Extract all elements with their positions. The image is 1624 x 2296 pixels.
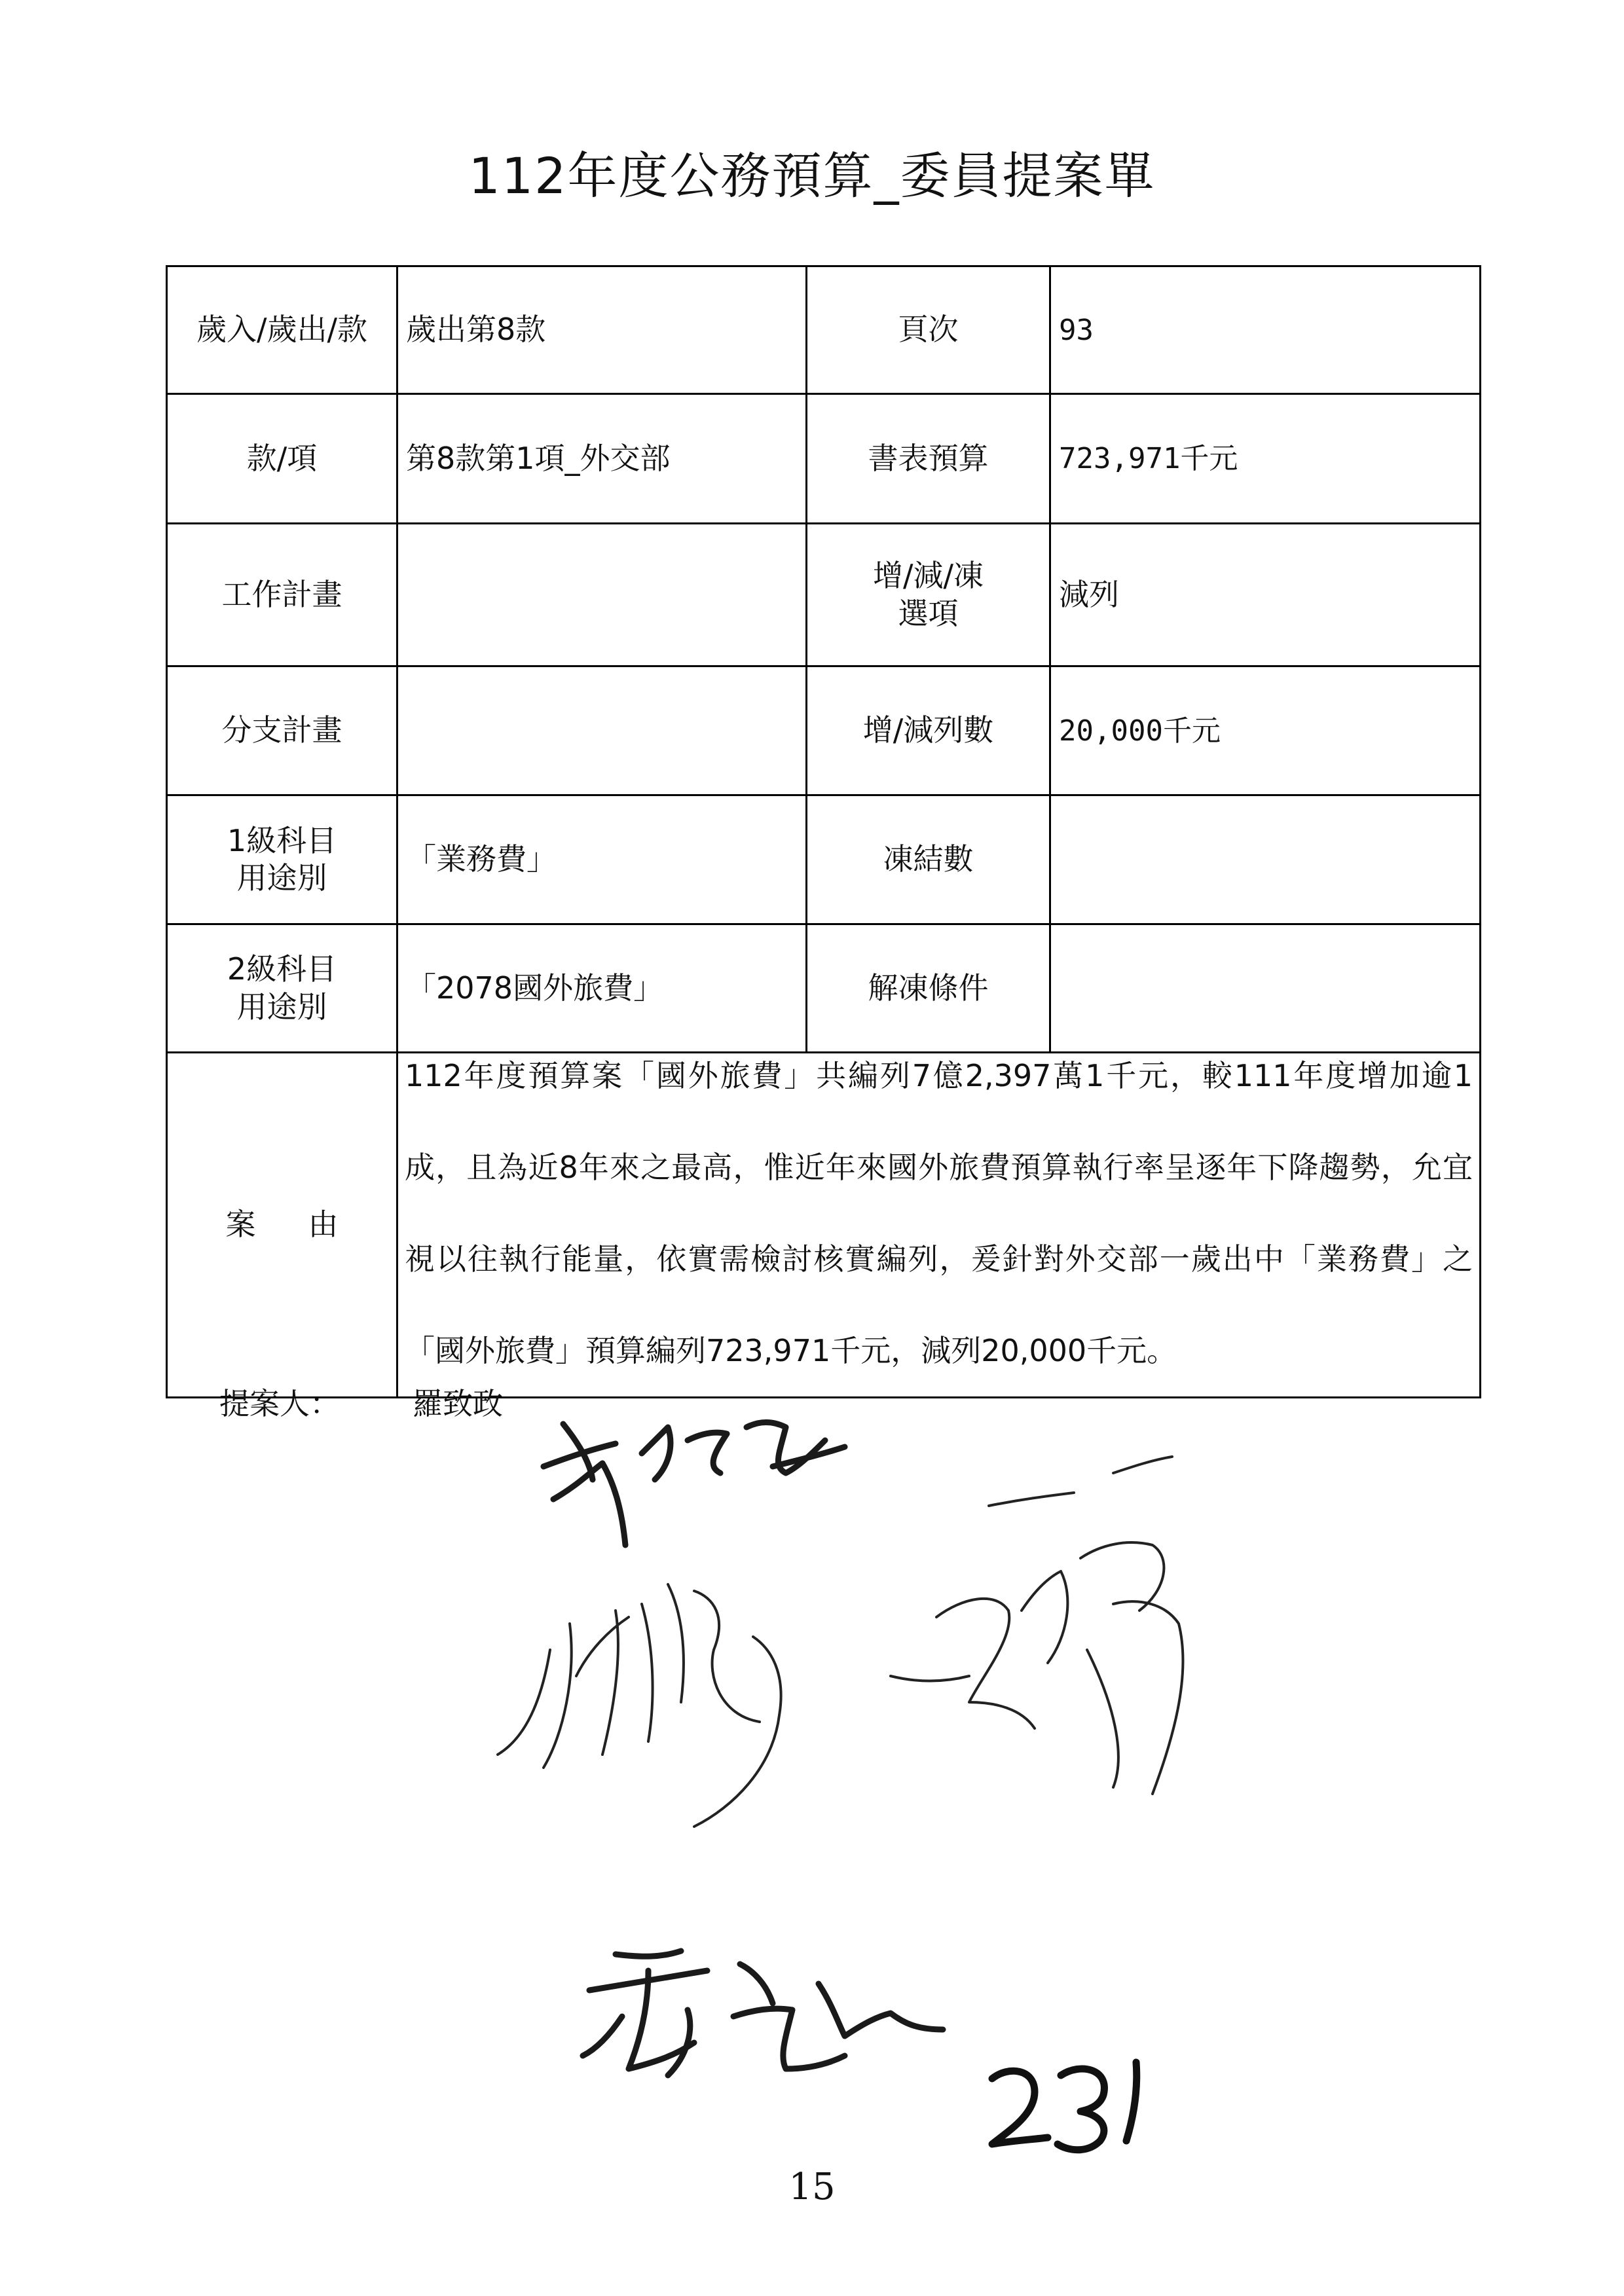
form-row-reason (167, 1053, 1481, 1398)
value-frozen-amount (1050, 795, 1481, 924)
signature-2 (498, 1584, 781, 1827)
value-reason-cell (397, 1053, 1481, 1398)
document-title: 112年度公務預算_委員提案單 (468, 147, 1156, 205)
proposer-name: 羅致政 (413, 1386, 503, 1421)
value-adjust-amount: 20,000千元 (1050, 666, 1481, 795)
value-revenue-expense-item: 歲出第8款 (397, 266, 807, 394)
proposer-label: 提案人： (219, 1386, 340, 1421)
label-adjust-option (807, 524, 1050, 666)
label-adjust-option-line1: 增/減/凍 (873, 558, 984, 593)
label-level2-subject-line2: 用途別 (236, 989, 327, 1025)
proposal-form-table (166, 265, 1481, 1398)
value-work-plan (397, 524, 807, 666)
label-adjust-option-line2: 選項 (898, 595, 959, 631)
label-frozen-amount: 凍結數 (807, 795, 1050, 924)
form-row-branch-plan (167, 666, 1481, 795)
label-item: 款/項 (167, 394, 397, 524)
signature-3 (891, 1457, 1183, 1794)
label-reason-text: 案由 (225, 1207, 391, 1243)
form-row-work-plan (167, 524, 1481, 666)
label-reason (167, 1053, 397, 1398)
label-revenue-expense-item: 歲入/歲出/款 (167, 266, 397, 394)
form-row-category (167, 266, 1481, 394)
handwritten-number-231 (992, 2062, 1137, 2150)
label-work-plan: 工作計畫 (167, 524, 397, 666)
page-number: 15 (788, 2166, 836, 2208)
label-unfreeze-condition: 解凍條件 (807, 924, 1050, 1053)
label-adjust-amount: 增/減列數 (807, 666, 1050, 795)
value-branch-plan (397, 666, 807, 795)
signature-1 (544, 1423, 845, 1546)
label-level2-subject (167, 924, 397, 1053)
label-page: 頁次 (807, 266, 1050, 394)
value-adjust-option: 減列 (1050, 524, 1481, 666)
form-row-item (167, 394, 1481, 524)
label-budget-amount: 書表預算 (807, 394, 1050, 524)
proposer-line (219, 1380, 503, 1423)
label-level1-subject-line2: 用途別 (236, 860, 327, 896)
form-row-level1-subject (167, 795, 1481, 924)
value-level1-subject: 「業務費」 (397, 795, 807, 924)
value-level2-subject: 「2078國外旅費」 (397, 924, 807, 1053)
value-budget-amount: 723,971千元 (1050, 394, 1481, 524)
value-reason: 112年度預算案「國外旅費」共編列7億2,397萬1千元，較111年度增加逾1成，且為近8年來之最高，惟近年來國外旅費預算執行率呈逐年下降趨勢，允宜視以往執行能量，依實需檢討核實編列，爰針對外交部一歲出中「業務費」之「國外旅費」預算編列723,971千元，減列20,000千元。 (405, 1058, 1473, 1368)
signature-4 (583, 1951, 943, 2075)
label-level1-subject-line1: 1級科目 (227, 822, 337, 858)
label-level2-subject-line1: 2級科目 (227, 951, 337, 987)
label-branch-plan: 分支計畫 (167, 666, 397, 795)
label-level1-subject (167, 795, 397, 924)
value-page: 93 (1050, 266, 1481, 394)
value-item: 第8款第1項_外交部 (397, 394, 807, 524)
